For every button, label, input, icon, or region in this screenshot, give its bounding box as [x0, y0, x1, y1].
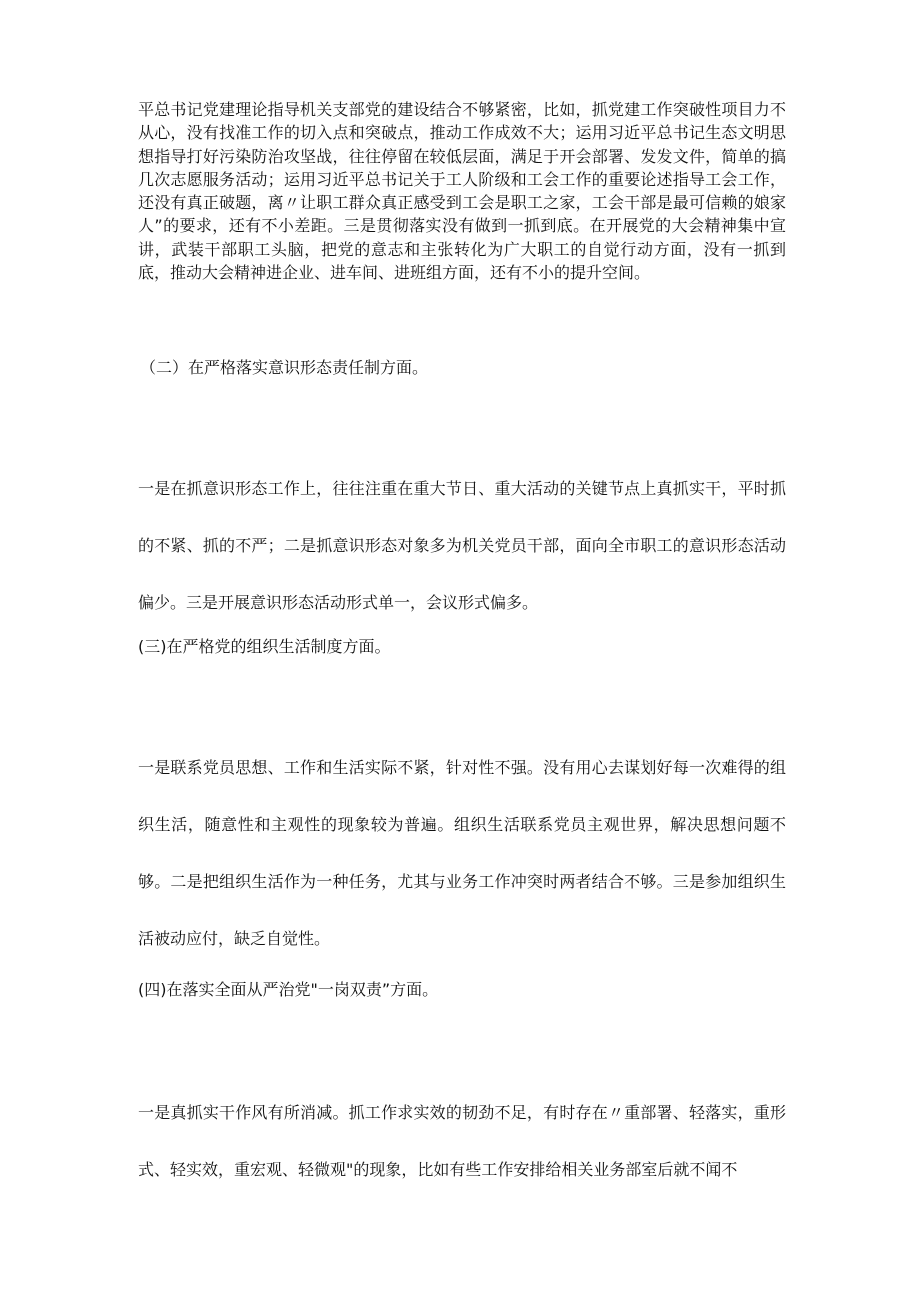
section-heading-one-post-two-duties: (四)在落实全面从严治党"一岗双责”方面。 — [138, 980, 439, 999]
paragraph-work-style: 一是真抓实干作风有所消减。抓工作求实效的韧劲不足，有时存在〃重部署、轻落实，重形式、轻实效，重宏观、轻微观"的现象，比如有些工作安排给相关业务部室后就不闻不 — [138, 1103, 786, 1179]
section-heading-ideology-responsibility: （二）在严格落实意识形态责任制方面。 — [140, 358, 429, 377]
section-heading-organizational-life: (三)在严格党的组织生活制度方面。 — [138, 637, 391, 656]
paragraph-party-building-theory: 平总书记党建理论指导机关支部党的建设结合不够紧密，比如，抓党建工作突破性项目力不从心，没有找准工作的切入点和突破点，推动工作成效不大；运用习近平总书记生态文明思想指导打好污染防治攻坚战，往往停留在较低层面，满足于开会部署、发发文件，简单的搞几次志愿服务活动；运用习近平总书记关于工人阶级和工会工作的重要论述指导工会工作，还没有真正破题，离〃让职工群众真正感受到工会是职工之家，工会干部是最可信赖的娘家人”的要求，还有不小差距。三是贯彻落实没有做到一抓到底。在开展党的大会精神集中宣讲，武装干部职工头脑，把党的意志和主张转化为广大职工的自觉行动方面，没有一抓到底，推动大会精神进企业、进车间、进班组方面，还有不小的提升空间。 — [138, 100, 786, 283]
paragraph-ideology-work: 一是在抓意识形态工作上，往往注重在重大节日、重大活动的关键节点上真抓实干，平时抓的不紧、抓的不严；二是抓意识形态对象多为机关党员干部，面向全市职工的意识形态活动偏少。三是开展意识形态活动形式单一，会议形式偏多。 — [138, 479, 786, 612]
paragraph-organizational-life: 一是联系党员思想、工作和生活实际不紧，针对性不强。没有用心去谋划好每一次难得的组织生活，随意性和主观性的现象较为普遍。组织生活联系党员主观世界，解决思想问题不够。二是把组织生活作为一种任务，尤其与业务工作冲突时两者结合不够。三是参加组织生活被动应付，缺乏自觉性。 — [138, 758, 786, 948]
